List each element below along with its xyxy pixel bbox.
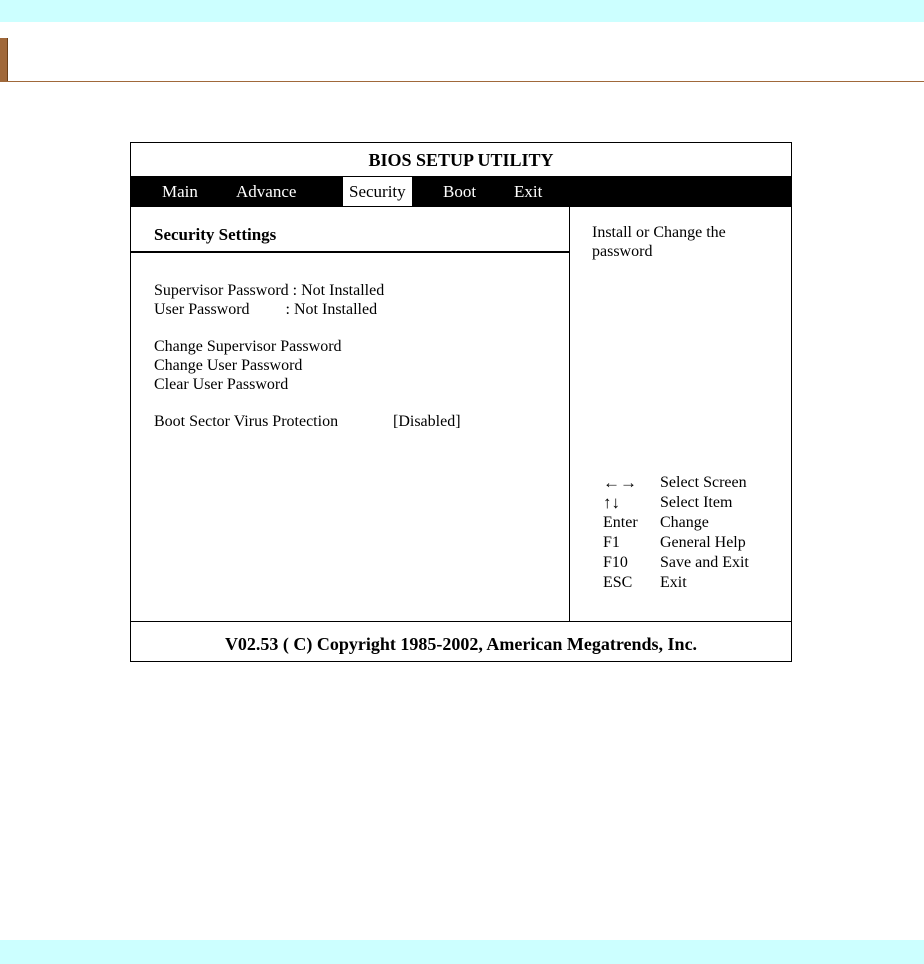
boot-sector-virus-protection-label[interactable]: Boot Sector Virus Protection bbox=[154, 413, 339, 430]
menu-exit[interactable]: Exit bbox=[514, 182, 543, 201]
key-label: Enter bbox=[603, 514, 638, 531]
supervisor-password-status: Supervisor Password : Not Installed bbox=[154, 282, 385, 299]
section-title: Security Settings bbox=[154, 225, 277, 244]
key-desc: Save and Exit bbox=[660, 554, 749, 571]
top-band bbox=[0, 0, 924, 22]
section-divider bbox=[131, 251, 569, 253]
key-label: F10 bbox=[603, 554, 628, 571]
settings-pane bbox=[131, 207, 570, 621]
header-rule bbox=[0, 81, 924, 82]
key-desc: Select Screen bbox=[660, 474, 747, 491]
header-accent bbox=[0, 38, 8, 82]
menu-boot[interactable]: Boot bbox=[443, 182, 477, 201]
bios-setup-window bbox=[130, 142, 792, 662]
key-desc: Select Item bbox=[660, 494, 733, 511]
key-label: ESC bbox=[603, 574, 633, 591]
menu-bar bbox=[131, 176, 791, 207]
up-down-arrows-icon: ↑↓ bbox=[603, 493, 620, 512]
menu-main[interactable]: Main bbox=[162, 182, 198, 201]
left-right-arrows-icon: ←→ bbox=[603, 473, 637, 492]
key-desc: General Help bbox=[660, 534, 746, 551]
key-desc: Exit bbox=[660, 574, 687, 591]
menu-advance[interactable]: Advance bbox=[236, 182, 297, 201]
change-user-password-item[interactable]: Change User Password bbox=[154, 357, 303, 374]
key-desc: Change bbox=[660, 514, 709, 531]
clear-user-password-item[interactable]: Clear User Password bbox=[154, 376, 289, 393]
bottom-band bbox=[0, 940, 924, 964]
user-password-status: User Password : Not Installed bbox=[154, 301, 378, 318]
bios-title: BIOS SETUP UTILITY bbox=[368, 150, 554, 170]
boot-sector-virus-protection-value[interactable]: [Disabled] bbox=[393, 413, 461, 430]
copyright-footer: V02.53 ( C) Copyright 1985-2002, American Megatrends, Inc. bbox=[131, 621, 791, 663]
change-supervisor-password-item[interactable]: Change Supervisor Password bbox=[154, 338, 342, 355]
help-text: Install or Change the password bbox=[592, 224, 726, 260]
menu-security[interactable]: Security bbox=[343, 177, 412, 206]
help-pane bbox=[570, 207, 792, 621]
key-label: F1 bbox=[603, 534, 620, 551]
